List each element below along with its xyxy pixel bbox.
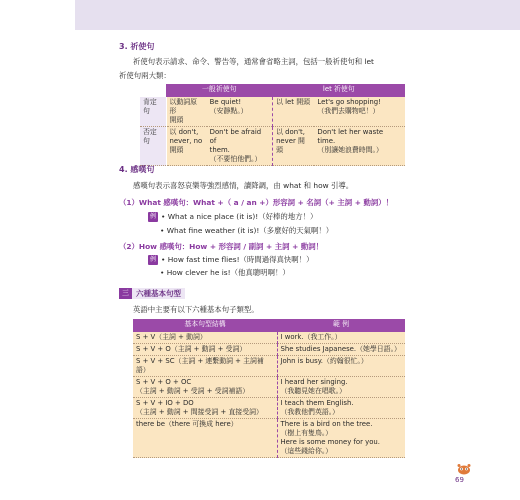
row-label: 肯定句 xyxy=(140,97,166,127)
table-cell xyxy=(133,356,277,377)
cell-line: 以 don't, xyxy=(169,128,199,136)
table-cell xyxy=(277,419,405,458)
cell-line: Don't be afraid of xyxy=(209,128,262,145)
cell-line: never 開頭 xyxy=(276,137,305,154)
section-title: 六種基本句型 xyxy=(132,288,185,299)
example-text: What a nice place (it is)!（好棒的地方！） xyxy=(167,212,318,221)
cell-line: S + V（主詞 + 動詞） xyxy=(136,333,207,341)
cell-line: 開頭 xyxy=(169,146,184,154)
intro-text: 祈使句表示請求、命令、警告等，通常會省略主詞，包括一般祈使句和 let xyxy=(133,57,374,66)
cell-line: There is a bird on the tree. xyxy=(280,420,373,428)
cell-line: （我們去購物吧！） xyxy=(317,107,380,115)
table-row xyxy=(133,332,405,344)
cell-line: （主詞 + 動詞 + 受詞 + 受詞補語） xyxy=(136,387,250,395)
table-row xyxy=(140,97,405,127)
sentence-pattern-table xyxy=(133,319,405,458)
table-row xyxy=(140,127,405,166)
section-heading-exclamatory: 4. 感嘆句 xyxy=(119,165,155,174)
table-row xyxy=(133,419,405,458)
table-header: 一般祈使句 xyxy=(166,84,273,97)
table-cell xyxy=(273,97,315,127)
cell-line: S + V + SC（主詞 + 連繫動詞 + 主詞補語） xyxy=(136,357,264,374)
table-row xyxy=(133,377,405,398)
intro-text: 感嘆句表示喜怒哀樂等強烈感情，讀降調，由 what 和 how 引導。 xyxy=(133,181,354,190)
table-cell xyxy=(166,97,207,127)
cell-line: She studies Japanese.（她學日語。） xyxy=(280,345,401,353)
table-row xyxy=(133,398,405,419)
table-cell xyxy=(277,377,405,398)
table-cell xyxy=(277,356,405,377)
intro-text: 祈使句兩大類： xyxy=(119,71,171,80)
cell-line: Here is some money for you. xyxy=(280,438,380,446)
cell-line: （安靜點。） xyxy=(209,107,248,115)
intro-text: 英語中主要有以下六種基本句子類型。 xyxy=(133,305,259,314)
table-cell xyxy=(133,377,277,398)
section-heading-sentence-patterns xyxy=(119,288,185,299)
table-header: 基本句型結構 xyxy=(133,319,277,332)
cell-line: S + V + IO + DO xyxy=(136,399,194,407)
example-badge: 例 xyxy=(150,256,157,263)
cell-line: 以 don't, xyxy=(276,128,305,136)
table-cell xyxy=(133,332,277,344)
mascot-icon xyxy=(457,463,471,475)
table-header: let 祈使句 xyxy=(273,84,405,97)
table-row xyxy=(133,356,405,377)
cell-line: （我教他們英語。） xyxy=(280,408,340,416)
cell-line: I heard her singing. xyxy=(280,378,348,386)
example-text: How fast time flies!（時間過得真快啊！） xyxy=(167,255,314,264)
cell-line: I work.（我工作。） xyxy=(280,333,342,341)
table-cell xyxy=(207,97,273,127)
table-corner xyxy=(140,84,166,97)
example-text: What fine weather (it is)!（多麼好的天氣啊！） xyxy=(166,226,334,235)
table-cell xyxy=(277,332,405,344)
imperative-table xyxy=(140,84,405,166)
cell-line: （這些錢給你。） xyxy=(280,447,333,455)
pattern-how: （2）How 感嘆句：How + 形容詞 / 副詞 + 主詞 + 動詞！ xyxy=(119,242,324,251)
table-cell xyxy=(273,127,315,166)
cell-line: （主詞 + 動詞 + 間接受詞 + 直接受詞） xyxy=(136,408,263,416)
section-heading-imperative: 3. 祈使句 xyxy=(119,42,155,51)
cell-line: （別讓她浪費時間。） xyxy=(317,146,383,154)
cell-line: Be quiet! xyxy=(209,98,242,106)
example-line: • What fine weather (it is)!（多麼好的天氣啊！） xyxy=(160,226,334,235)
table-cell xyxy=(133,398,277,419)
cell-line: 開頭 xyxy=(169,116,184,124)
table-cell xyxy=(277,344,405,356)
cell-line: I teach them English. xyxy=(280,399,354,407)
table-cell xyxy=(133,419,277,458)
cell-line: them. xyxy=(209,146,230,154)
cell-line: never, no xyxy=(169,137,203,145)
row-label: 否定句 xyxy=(140,127,166,166)
example-text: How clever he is!（他真聰明啊！） xyxy=(166,268,290,277)
cell-line: （不要怕他們。） xyxy=(209,155,262,163)
header-band xyxy=(75,0,520,30)
table-header: 範 例 xyxy=(277,319,405,332)
section-number: 三 xyxy=(119,288,132,299)
table-cell xyxy=(207,127,273,166)
cell-line: 以動詞原形 xyxy=(169,98,198,115)
table-cell xyxy=(314,97,405,127)
table-cell xyxy=(277,398,405,419)
page-number: 69 xyxy=(455,476,464,484)
example-badge: 例 xyxy=(150,213,157,220)
cell-line: there be（there 可換成 here） xyxy=(136,420,238,428)
example-line: • How clever he is!（他真聰明啊！） xyxy=(160,268,290,277)
cell-line: S + V + O + OC xyxy=(136,378,192,386)
table-cell xyxy=(314,127,405,166)
cell-line: 以 let 開頭 xyxy=(276,98,310,106)
cell-line: （我聽見她在唱歌。） xyxy=(280,387,346,395)
cell-line: Let's go shopping! xyxy=(317,98,381,106)
cell-line: （樹上有隻鳥。） xyxy=(280,429,333,437)
table-row xyxy=(133,344,405,356)
cell-line: John is busy.（約翰很忙。） xyxy=(280,357,368,365)
cell-line: S + V + O（主詞 + 動詞 + 受詞） xyxy=(136,345,247,353)
table-cell xyxy=(133,344,277,356)
table-cell xyxy=(166,127,207,166)
cell-line: Don't let her waste time. xyxy=(317,128,384,145)
example-line: 例 • What a nice place (it is)!（好棒的地方！） xyxy=(150,212,318,221)
example-line: 例 • How fast time flies!（時間過得真快啊！） xyxy=(150,255,314,264)
pattern-what: （1）What 感嘆句：What +（ a / an +）形容詞 + 名詞（+ 主詞 + 動詞）！ xyxy=(119,198,394,207)
